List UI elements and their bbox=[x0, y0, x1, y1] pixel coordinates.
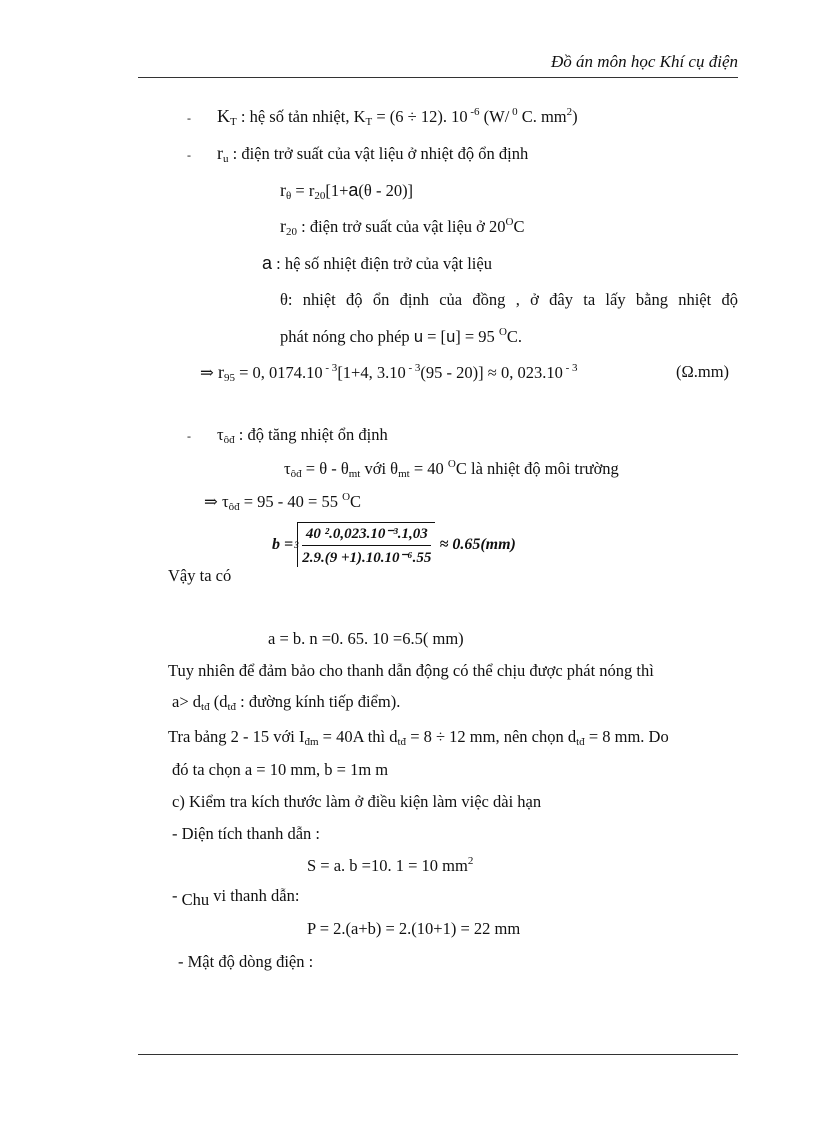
bullet-dash: - bbox=[187, 429, 191, 443]
theta2-degree: O bbox=[498, 326, 507, 338]
line-alpha bbox=[262, 253, 492, 275]
kt-sub2: T bbox=[365, 116, 373, 128]
line-theta2 bbox=[280, 326, 522, 348]
fraction-denominator: 2.9.(9 +1).10.10⁻⁶.55 bbox=[302, 550, 432, 566]
line-tra2: đó ta chọn a = 10 mm, b = 1m m bbox=[172, 760, 389, 779]
line-a-eq: a = b. n =0. 65. 10 =6.5( mm) bbox=[268, 629, 464, 648]
rtheta-rest1: [1+ bbox=[325, 181, 349, 200]
tau-val-degree: O bbox=[342, 491, 351, 503]
line-r95 bbox=[200, 362, 578, 385]
tuy2-sub2: tđ bbox=[227, 701, 237, 713]
formula-fraction bbox=[302, 525, 431, 567]
kt-text1: : hệ số tản nhiệt, K bbox=[236, 107, 366, 126]
tau-eq-t2: với θ bbox=[360, 459, 399, 478]
r95-unit: (Ω.mm) bbox=[676, 362, 730, 381]
line-dien-tich: - Diện tích thanh dẫn : bbox=[172, 824, 321, 843]
kt-text4: C. mm bbox=[517, 107, 567, 126]
header-title: Đồ án môn học Khí cụ điện bbox=[551, 52, 738, 71]
theta2-unit: C. bbox=[506, 327, 523, 346]
r95-sub: 95 bbox=[223, 372, 235, 384]
tau-eq-t4: C là nhiệt độ môi trường bbox=[455, 459, 619, 478]
vay-ta-co: Vậy ta có bbox=[168, 566, 232, 585]
tau-symbol: τ bbox=[217, 425, 224, 444]
r95-e2: - 3 bbox=[405, 362, 421, 374]
theta2-text2: = [ bbox=[423, 327, 447, 346]
tau-val-symbol: τ bbox=[221, 492, 229, 511]
formula-rhs-text: ≈ 0.65( bbox=[439, 535, 486, 553]
tra1-sub: đm bbox=[304, 736, 319, 748]
r20-text: : điện trở suất của vật liệu ở 20 bbox=[297, 217, 506, 236]
line-tra1 bbox=[168, 727, 669, 749]
r95-t2: [1+4, 3.10 bbox=[337, 363, 406, 382]
kt-symbol: K bbox=[217, 106, 230, 126]
tuy2-t2: (d bbox=[209, 692, 228, 711]
ru-text: : điện trở suất của vật liệu ở nhiệt độ ổn định bbox=[228, 144, 529, 163]
root-body bbox=[297, 522, 435, 567]
r20-symbol: r bbox=[280, 216, 286, 236]
kt-exp: -6 bbox=[467, 106, 480, 118]
rtheta-rest2: (θ - 20)] bbox=[358, 181, 414, 200]
s-eq-text: S = a. b =10. 1 = 10 mm bbox=[307, 856, 468, 875]
root-index: 3 bbox=[294, 540, 299, 550]
bullet-dash: - bbox=[187, 148, 191, 162]
tau-eq-symbol: τ bbox=[284, 459, 291, 478]
formula-b bbox=[272, 522, 516, 567]
r95-t1: = 0, 0174.10 bbox=[234, 363, 323, 382]
line-ru bbox=[187, 143, 528, 166]
line-tau bbox=[187, 425, 388, 447]
tuy2-t1: a> d bbox=[172, 692, 202, 711]
r95-e1: - 3 bbox=[322, 362, 338, 374]
header-rule bbox=[138, 77, 738, 78]
formula-unit: mm bbox=[485, 535, 511, 553]
tra1-t1: Tra bảng 2 - 15 với I bbox=[168, 727, 305, 746]
theta2-text3: ] = 95 bbox=[455, 327, 499, 346]
line-mat-do: - Mật độ dòng điện : bbox=[178, 952, 314, 971]
tra1-t2: = 40A thì d bbox=[318, 727, 398, 746]
tuy2-t3: : đường kính tiếp điểm). bbox=[236, 692, 401, 711]
r20-sub: 20 bbox=[286, 226, 297, 238]
rtheta-symbol: r bbox=[280, 180, 286, 200]
tau-eq-degree: O bbox=[447, 458, 456, 470]
formula-close: ) bbox=[510, 535, 516, 553]
footer-rule bbox=[138, 1054, 738, 1055]
formula-rhs bbox=[440, 535, 516, 554]
r95-t3: (95 - 20)] ≈ 0, 023.10 bbox=[420, 363, 563, 382]
kt-exp3: 2 bbox=[566, 106, 573, 118]
s-eq-exp: 2 bbox=[467, 855, 474, 867]
tau-val-t1: = 95 - 40 = 55 bbox=[239, 492, 343, 511]
chu-vi-chu: Chu bbox=[181, 890, 210, 909]
line-tuy1: Tuy nhiên để đảm bảo cho thanh dẫn động có thể chịu được phát nóng thì bbox=[168, 661, 654, 680]
line-r20 bbox=[280, 216, 525, 239]
kt-exp2: 0 bbox=[509, 106, 518, 118]
implies-arrow: ⇒ bbox=[204, 492, 218, 511]
line-tau-eq bbox=[284, 458, 619, 481]
tau-eq-t3: = 40 bbox=[409, 459, 448, 478]
tuy2-sub: tđ bbox=[201, 701, 210, 713]
line-s-eq bbox=[307, 855, 473, 876]
tau-eq-sub2: mt bbox=[348, 468, 361, 480]
tau-sub: ôđ bbox=[223, 434, 235, 446]
ru-sub: u bbox=[223, 153, 229, 165]
tra1-sub3: tđ bbox=[576, 736, 585, 748]
rtheta-sub: θ bbox=[286, 190, 292, 202]
theta2-u2: u bbox=[446, 328, 456, 346]
theta2-u: u bbox=[413, 328, 423, 346]
line-kt bbox=[187, 106, 578, 129]
rtheta-sub2: 20 bbox=[314, 190, 326, 202]
chu-vi-text: vi thanh dẫn: bbox=[209, 886, 300, 905]
r20-degree: O bbox=[505, 216, 514, 228]
r20-unit: C bbox=[513, 217, 525, 236]
alpha-symbol: a bbox=[348, 180, 359, 200]
r95-symbol: r bbox=[217, 362, 224, 382]
tau-text: : độ tăng nhiệt ổn định bbox=[234, 425, 388, 444]
line-p-eq: P = 2.(a+b) = 2.(10+1) = 22 mm bbox=[307, 919, 521, 938]
tau-eq-sub: ôđ bbox=[290, 468, 302, 480]
kt-text3: (W/ bbox=[479, 107, 510, 126]
tra1-t3: = 8 ÷ 12 mm, nên chọn d bbox=[406, 727, 577, 746]
ru-symbol: r bbox=[217, 143, 223, 163]
line-chu-vi bbox=[172, 886, 299, 910]
alpha-symbol: a bbox=[262, 253, 273, 273]
section-c-title: c) Kiểm tra kích thước làm ở điều kiện làm việc dài hạn bbox=[172, 792, 542, 811]
tau-eq-sub3: mt bbox=[398, 468, 410, 480]
fraction-numerator: 40 ².0,023.10⁻³.1,03 bbox=[302, 525, 431, 546]
formula-root bbox=[294, 522, 435, 567]
r95-e3: - 3 bbox=[562, 362, 578, 374]
kt-text5: ) bbox=[572, 107, 578, 126]
tra1-t4: = 8 mm. Do bbox=[584, 727, 669, 746]
line-rtheta bbox=[280, 180, 413, 203]
line-tuy2 bbox=[172, 692, 400, 714]
kt-sub: T bbox=[230, 116, 237, 128]
kt-text2: = (6 ÷ 12). 10 bbox=[372, 107, 468, 126]
formula-lhs: b = bbox=[272, 535, 294, 553]
tra1-sub2: tđ bbox=[397, 736, 407, 748]
rtheta-eq: = r bbox=[291, 181, 315, 200]
bullet-dash: - bbox=[187, 111, 191, 125]
tau-val-unit: C bbox=[350, 492, 362, 511]
tau-val-sub: ôđ bbox=[228, 501, 240, 513]
theta2-text1: phát nóng cho phép bbox=[280, 327, 414, 346]
chu-vi-dash: - bbox=[172, 886, 182, 905]
line-tau-val bbox=[204, 491, 361, 514]
implies-arrow: ⇒ bbox=[200, 363, 214, 382]
line-theta1: θ: nhiệt độ ổn định của đồng , ở đây ta lấy bằng nhiệt độ bbox=[280, 290, 738, 309]
tau-eq-t1: = θ - θ bbox=[301, 459, 349, 478]
alpha-text: : hệ số nhiệt điện trở của vật liệu bbox=[272, 254, 492, 273]
